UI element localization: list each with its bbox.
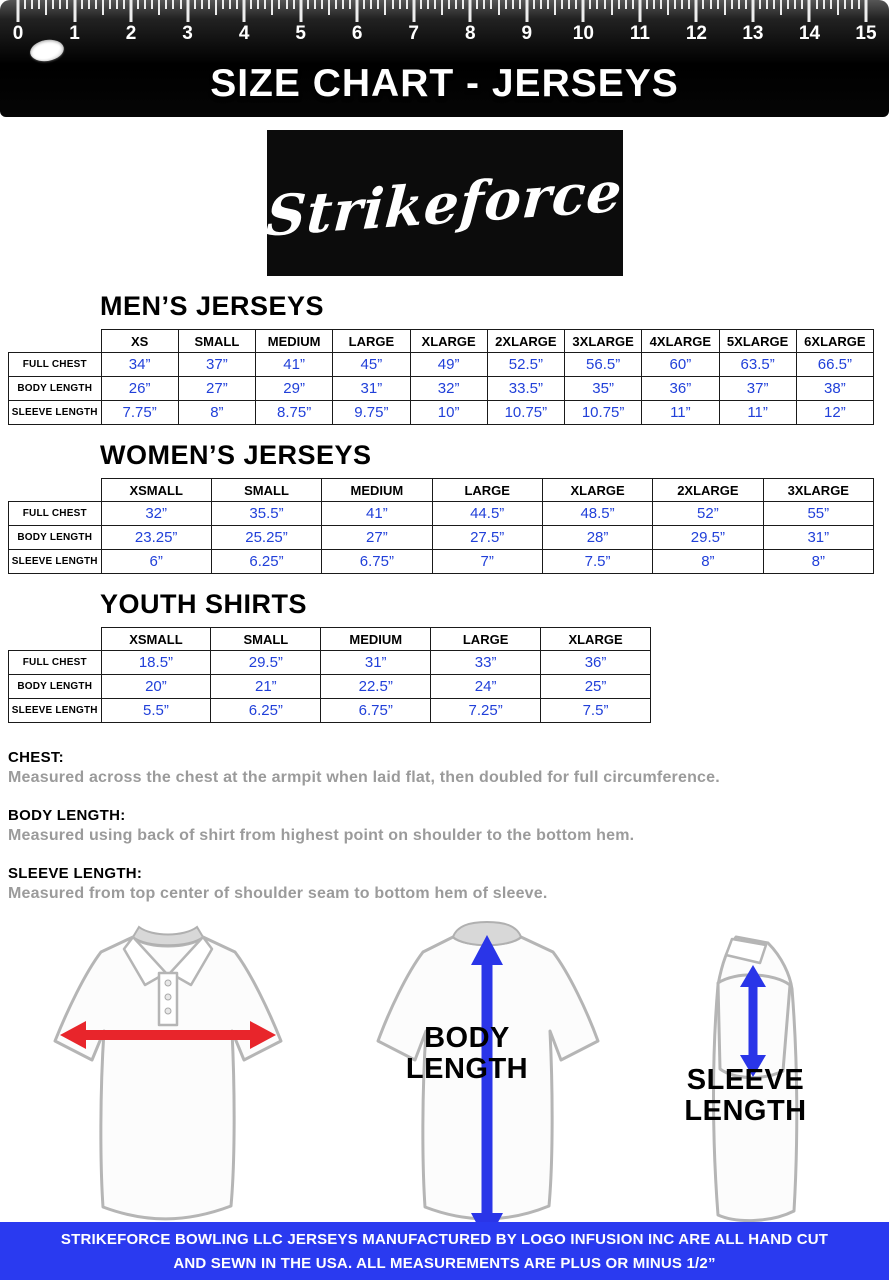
ruler-tick bbox=[186, 0, 189, 22]
measurement-row-label: SLEEVE LENGTH bbox=[9, 699, 102, 723]
ruler-tick bbox=[575, 0, 577, 9]
measurement-row-label: BODY LENGTH bbox=[9, 526, 102, 550]
ruler-tick bbox=[695, 0, 698, 22]
ruler-tick bbox=[533, 0, 535, 9]
size-value-cell: 38” bbox=[796, 377, 873, 401]
size-column-header: SMALL bbox=[178, 330, 255, 353]
ruler-tick bbox=[271, 0, 273, 15]
ruler-tick bbox=[392, 0, 394, 9]
size-column-header: XLARGE bbox=[541, 628, 651, 651]
table-row bbox=[9, 699, 651, 723]
table-row bbox=[9, 651, 651, 675]
size-value-cell: 55” bbox=[763, 502, 873, 526]
ruler-tick bbox=[462, 0, 464, 9]
measurement-row-label: SLEEVE LENGTH bbox=[9, 401, 102, 425]
size-value-cell: 36” bbox=[642, 377, 719, 401]
size-value-cell: 8” bbox=[653, 550, 763, 574]
ruler-tick bbox=[554, 0, 556, 15]
ruler-tick bbox=[293, 0, 295, 9]
ruler-tick bbox=[420, 0, 422, 9]
ruler-tick bbox=[724, 0, 726, 15]
ruler-tick bbox=[611, 0, 613, 15]
size-value-cell: 37” bbox=[178, 353, 255, 377]
ruler-tick bbox=[547, 0, 549, 9]
measurement-row-label: FULL CHEST bbox=[9, 353, 102, 377]
ruler-tick bbox=[604, 0, 606, 9]
ruler-header bbox=[0, 0, 889, 117]
ruler-tick bbox=[412, 0, 415, 22]
size-value-cell: 29” bbox=[256, 377, 333, 401]
ruler-number: 13 bbox=[742, 23, 764, 44]
ruler-tick bbox=[858, 0, 860, 9]
ruler-tick bbox=[250, 0, 252, 9]
size-value-cell: 49” bbox=[410, 353, 487, 377]
ruler-tick bbox=[448, 0, 450, 9]
size-value-cell: 26” bbox=[101, 377, 178, 401]
ruler-tick bbox=[102, 0, 104, 15]
size-value-cell: 7.5” bbox=[542, 550, 652, 574]
size-value-cell: 52” bbox=[653, 502, 763, 526]
size-value-cell: 6” bbox=[101, 550, 211, 574]
ruler-tick bbox=[52, 0, 54, 9]
size-value-cell: 6.75” bbox=[321, 699, 431, 723]
ruler-tick bbox=[123, 0, 125, 9]
size-value-cell: 41” bbox=[322, 502, 432, 526]
ruler-tick bbox=[568, 0, 570, 9]
strikeforce-logo bbox=[264, 130, 625, 276]
ruler-tick bbox=[455, 0, 457, 9]
measurement-row-label: FULL CHEST bbox=[9, 651, 102, 675]
ruler-tick bbox=[17, 0, 20, 22]
size-value-cell: 11” bbox=[719, 401, 796, 425]
size-value-cell: 12” bbox=[796, 401, 873, 425]
ruler-tick bbox=[512, 0, 514, 9]
ruler-number: 3 bbox=[182, 23, 193, 44]
size-value-cell: 9.75” bbox=[333, 401, 410, 425]
ruler-tick bbox=[787, 0, 789, 9]
size-value-cell: 28” bbox=[542, 526, 652, 550]
size-value-cell: 44.5” bbox=[432, 502, 542, 526]
womens-jerseys-table bbox=[8, 478, 874, 574]
size-value-cell: 34” bbox=[101, 353, 178, 377]
size-value-cell: 35” bbox=[565, 377, 642, 401]
ruler-tick bbox=[307, 0, 309, 9]
body-length-diagram-label: BODY LENGTH bbox=[405, 1022, 529, 1086]
ruler-tick bbox=[229, 0, 231, 9]
size-value-cell: 56.5” bbox=[565, 353, 642, 377]
table-row bbox=[9, 353, 874, 377]
ruler-tick bbox=[674, 0, 676, 9]
table-row bbox=[9, 550, 874, 574]
size-value-cell: 36” bbox=[541, 651, 651, 675]
size-value-cell: 52.5” bbox=[487, 353, 564, 377]
footer-line-1: STRIKEFORCE BOWLING LLC JERSEYS MANUFACTURED BY LOGO INFUSION INC ARE ALL HAND CUT bbox=[60, 1230, 829, 1248]
ruler-tick bbox=[208, 0, 210, 9]
size-value-cell: 10.75” bbox=[565, 401, 642, 425]
measurement-row-label: BODY LENGTH bbox=[9, 675, 102, 699]
youth-shirts-heading: YOUTH SHIRTS bbox=[100, 589, 308, 619]
table-row bbox=[9, 377, 874, 401]
front-shirt-illustration bbox=[38, 917, 298, 1247]
ruler-tick bbox=[109, 0, 111, 9]
size-column-header: MEDIUM bbox=[256, 330, 333, 353]
ruler-tick bbox=[215, 0, 217, 15]
table-row bbox=[9, 502, 874, 526]
ruler-tick bbox=[561, 0, 563, 9]
size-value-cell: 45” bbox=[333, 353, 410, 377]
size-value-cell: 48.5” bbox=[542, 502, 652, 526]
size-value-cell: 27.5” bbox=[432, 526, 542, 550]
ruler-tick bbox=[427, 0, 429, 9]
ruler-tick bbox=[498, 0, 500, 15]
ruler-tick bbox=[710, 0, 712, 9]
size-value-cell: 18.5” bbox=[101, 651, 211, 675]
size-value-cell: 7” bbox=[432, 550, 542, 574]
ruler-tick bbox=[490, 0, 492, 9]
size-value-cell: 11” bbox=[642, 401, 719, 425]
ruler-tick bbox=[830, 0, 832, 9]
brand-name: Strikeforce bbox=[264, 157, 625, 249]
size-value-cell: 10.75” bbox=[487, 401, 564, 425]
ruler-tick bbox=[483, 0, 485, 9]
ruler-tick bbox=[540, 0, 542, 9]
size-column-header: XSMALL bbox=[101, 628, 211, 651]
size-value-cell: 35.5” bbox=[211, 502, 321, 526]
ruler-tick bbox=[370, 0, 372, 9]
size-value-cell: 20” bbox=[101, 675, 211, 699]
body-length-definition-term: BODY LENGTH: bbox=[8, 807, 126, 824]
size-value-cell: 31” bbox=[333, 377, 410, 401]
ruler-tick bbox=[342, 0, 344, 9]
size-column-header: MEDIUM bbox=[321, 628, 431, 651]
size-value-cell: 21” bbox=[211, 675, 321, 699]
body-length-definition-text: Measured using back of shirt from highest point on shoulder to the bottom hem. bbox=[8, 827, 635, 844]
ruler-tick bbox=[844, 0, 846, 9]
size-value-cell: 33” bbox=[431, 651, 541, 675]
ruler-tick bbox=[321, 0, 323, 9]
size-column-header: 3XLARGE bbox=[565, 330, 642, 353]
ruler-tick bbox=[264, 0, 266, 9]
ruler-tick bbox=[731, 0, 733, 9]
ruler-tick bbox=[632, 0, 634, 9]
size-value-cell: 10” bbox=[410, 401, 487, 425]
size-value-cell: 8” bbox=[178, 401, 255, 425]
ruler-tick bbox=[469, 0, 472, 22]
ruler-tick bbox=[243, 0, 246, 22]
ruler-number: 2 bbox=[125, 23, 137, 44]
table-corner bbox=[9, 330, 102, 353]
ruler-tick bbox=[399, 0, 401, 9]
ruler-tick bbox=[81, 0, 83, 9]
ruler-tick bbox=[717, 0, 719, 9]
ruler-tick bbox=[525, 0, 528, 22]
size-value-cell: 37” bbox=[719, 377, 796, 401]
size-value-cell: 32” bbox=[410, 377, 487, 401]
ruler-tick bbox=[194, 0, 196, 9]
size-column-header: 2XLARGE bbox=[487, 330, 564, 353]
mens-jerseys-table bbox=[8, 329, 874, 425]
ruler-tick bbox=[335, 0, 337, 9]
ruler-number: 0 bbox=[12, 23, 24, 44]
ruler-tick bbox=[24, 0, 26, 9]
ruler-tick bbox=[172, 0, 174, 9]
table-row bbox=[9, 675, 651, 699]
ruler-number: 7 bbox=[408, 23, 420, 44]
ruler-tick bbox=[851, 0, 853, 9]
size-value-cell: 5.5” bbox=[101, 699, 211, 723]
ruler-number: 11 bbox=[629, 23, 650, 44]
ruler-number: 12 bbox=[685, 23, 707, 44]
ruler-tick bbox=[158, 0, 160, 15]
size-value-cell: 8” bbox=[763, 550, 873, 574]
ruler-tick bbox=[377, 0, 379, 9]
size-value-cell: 23.25” bbox=[101, 526, 211, 550]
ruler-tick bbox=[589, 0, 591, 9]
ruler-tick bbox=[808, 0, 811, 22]
size-column-header: SMALL bbox=[211, 628, 321, 651]
ruler-tick bbox=[144, 0, 146, 9]
size-column-header: 5XLARGE bbox=[719, 330, 796, 353]
ruler-tick bbox=[625, 0, 627, 9]
ruler-tick bbox=[222, 0, 224, 9]
ruler-number: 10 bbox=[572, 23, 594, 44]
ruler-tick bbox=[505, 0, 507, 9]
ruler-tick bbox=[653, 0, 655, 9]
ruler-tick bbox=[751, 0, 754, 22]
size-column-header: MEDIUM bbox=[322, 479, 432, 502]
ruler-tick bbox=[278, 0, 280, 9]
ruler-tick bbox=[823, 0, 825, 9]
ruler-tick bbox=[688, 0, 690, 9]
ruler-tick bbox=[618, 0, 620, 9]
shirt-diagrams bbox=[0, 915, 889, 1247]
size-column-header: XLARGE bbox=[410, 330, 487, 353]
ruler-tick bbox=[151, 0, 153, 9]
ruler-tick bbox=[406, 0, 408, 9]
ruler-number: 9 bbox=[521, 23, 533, 44]
ruler-tick bbox=[773, 0, 775, 9]
table-row bbox=[9, 526, 874, 550]
size-column-header: XLARGE bbox=[542, 479, 652, 502]
size-column-header: XS bbox=[101, 330, 178, 353]
mens-jerseys-heading: MEN’S JERSEYS bbox=[100, 291, 325, 321]
chest-definition-term: CHEST: bbox=[8, 749, 64, 766]
size-column-header: 6XLARGE bbox=[796, 330, 873, 353]
ruler-tick bbox=[780, 0, 782, 15]
youth-shirts-table bbox=[8, 627, 651, 723]
ruler-tick bbox=[766, 0, 768, 9]
ruler-tick bbox=[349, 0, 351, 9]
ruler-tick bbox=[667, 0, 669, 15]
size-value-cell: 6.25” bbox=[211, 550, 321, 574]
ruler-tick bbox=[384, 0, 386, 15]
ruler-tick bbox=[738, 0, 740, 9]
ruler-tick bbox=[745, 0, 747, 9]
ruler-tick bbox=[45, 0, 47, 15]
ruler-tick bbox=[759, 0, 761, 9]
size-value-cell: 63.5” bbox=[719, 353, 796, 377]
ruler-tick bbox=[59, 0, 61, 9]
size-value-cell: 31” bbox=[763, 526, 873, 550]
ruler-tick bbox=[38, 0, 40, 9]
size-value-cell: 7.75” bbox=[101, 401, 178, 425]
footer-banner bbox=[0, 1222, 889, 1280]
ruler-tick bbox=[116, 0, 118, 9]
size-value-cell: 6.75” bbox=[322, 550, 432, 574]
ruler-tick bbox=[314, 0, 316, 9]
measurement-definitions bbox=[8, 749, 881, 903]
size-value-cell: 41” bbox=[256, 353, 333, 377]
table-corner bbox=[9, 479, 102, 502]
ruler-tick bbox=[130, 0, 133, 22]
size-column-header: 3XLARGE bbox=[763, 479, 873, 502]
sleeve-length-diagram-label: SLEEVE LENGTH bbox=[684, 1064, 807, 1128]
size-value-cell: 7.25” bbox=[431, 699, 541, 723]
ruler-tick bbox=[646, 0, 648, 9]
size-column-header: LARGE bbox=[431, 628, 541, 651]
size-value-cell: 29.5” bbox=[211, 651, 321, 675]
ruler-tick bbox=[363, 0, 365, 9]
ruler-tick bbox=[257, 0, 259, 9]
size-value-cell: 22.5” bbox=[321, 675, 431, 699]
ruler-tick bbox=[180, 0, 182, 9]
ruler-tick bbox=[596, 0, 598, 9]
ruler-hole bbox=[28, 37, 65, 64]
ruler-tick bbox=[801, 0, 803, 9]
ruler-tick bbox=[31, 0, 33, 9]
sleeve-length-definition-term: SLEEVE LENGTH: bbox=[8, 865, 143, 882]
ruler-tick bbox=[582, 0, 585, 22]
ruler-tick bbox=[865, 0, 868, 22]
ruler-number: 5 bbox=[295, 23, 306, 44]
size-value-cell: 8.75” bbox=[256, 401, 333, 425]
ruler-number: 6 bbox=[351, 23, 363, 44]
size-column-header: XSMALL bbox=[101, 479, 211, 502]
size-column-header: 4XLARGE bbox=[642, 330, 719, 353]
ruler-tick bbox=[702, 0, 704, 9]
size-column-header: SMALL bbox=[211, 479, 321, 502]
size-value-cell: 25.25” bbox=[211, 526, 321, 550]
size-value-cell: 27” bbox=[322, 526, 432, 550]
ruler-tick bbox=[95, 0, 97, 9]
size-column-header: 2XLARGE bbox=[653, 479, 763, 502]
ruler-tick bbox=[794, 0, 796, 9]
ruler-tick bbox=[88, 0, 90, 9]
ruler-number: 15 bbox=[855, 23, 877, 44]
ruler-tick bbox=[66, 0, 68, 9]
ruler-tick bbox=[201, 0, 203, 9]
ruler-tick bbox=[837, 0, 839, 15]
ruler-tick bbox=[328, 0, 330, 15]
ruler-number: 4 bbox=[238, 23, 250, 44]
measurement-row-label: BODY LENGTH bbox=[9, 377, 102, 401]
ruler-tick bbox=[299, 0, 302, 22]
size-column-header: LARGE bbox=[333, 330, 410, 353]
size-value-cell: 33.5” bbox=[487, 377, 564, 401]
size-value-cell: 66.5” bbox=[796, 353, 873, 377]
ruler-tick bbox=[434, 0, 436, 9]
ruler-number: 8 bbox=[464, 23, 476, 44]
size-value-cell: 25” bbox=[541, 675, 651, 699]
table-corner bbox=[9, 628, 102, 651]
size-column-header: LARGE bbox=[432, 479, 542, 502]
ruler-number: 1 bbox=[69, 23, 80, 44]
measurement-row-label: SLEEVE LENGTH bbox=[9, 550, 102, 574]
sleeve-length-definition-text: Measured from top center of shoulder seam to bottom hem of sleeve. bbox=[8, 885, 548, 902]
page-title: SIZE CHART - JERSEYS bbox=[210, 62, 679, 105]
ruler-tick bbox=[137, 0, 139, 9]
ruler-tick bbox=[165, 0, 167, 9]
ruler-tick bbox=[356, 0, 359, 22]
chest-definition-text: Measured across the chest at the armpit when laid flat, then doubled for full circumference. bbox=[8, 769, 720, 786]
ruler-number: 14 bbox=[798, 23, 821, 44]
ruler-tick bbox=[660, 0, 662, 9]
ruler-tick bbox=[286, 0, 288, 9]
size-value-cell: 29.5” bbox=[653, 526, 763, 550]
womens-jerseys-heading: WOMEN’S JERSEYS bbox=[100, 440, 372, 470]
table-row bbox=[9, 401, 874, 425]
ruler-tick bbox=[816, 0, 818, 9]
ruler-tick bbox=[681, 0, 683, 9]
ruler-tick bbox=[476, 0, 478, 9]
measurement-row-label: FULL CHEST bbox=[9, 502, 102, 526]
ruler-tick bbox=[73, 0, 76, 22]
footer-line-2: AND SEWN IN THE USA. ALL MEASUREMENTS ARE PLUS OR MINUS 1/2” bbox=[173, 1254, 716, 1272]
size-value-cell: 60” bbox=[642, 353, 719, 377]
ruler-tick bbox=[638, 0, 641, 22]
size-value-cell: 24” bbox=[431, 675, 541, 699]
size-value-cell: 31” bbox=[321, 651, 431, 675]
size-value-cell: 7.5” bbox=[541, 699, 651, 723]
size-value-cell: 32” bbox=[101, 502, 211, 526]
ruler-tick bbox=[236, 0, 238, 9]
size-value-cell: 27” bbox=[178, 377, 255, 401]
ruler-tick bbox=[441, 0, 443, 15]
ruler-tick bbox=[519, 0, 521, 9]
size-value-cell: 6.25” bbox=[211, 699, 321, 723]
